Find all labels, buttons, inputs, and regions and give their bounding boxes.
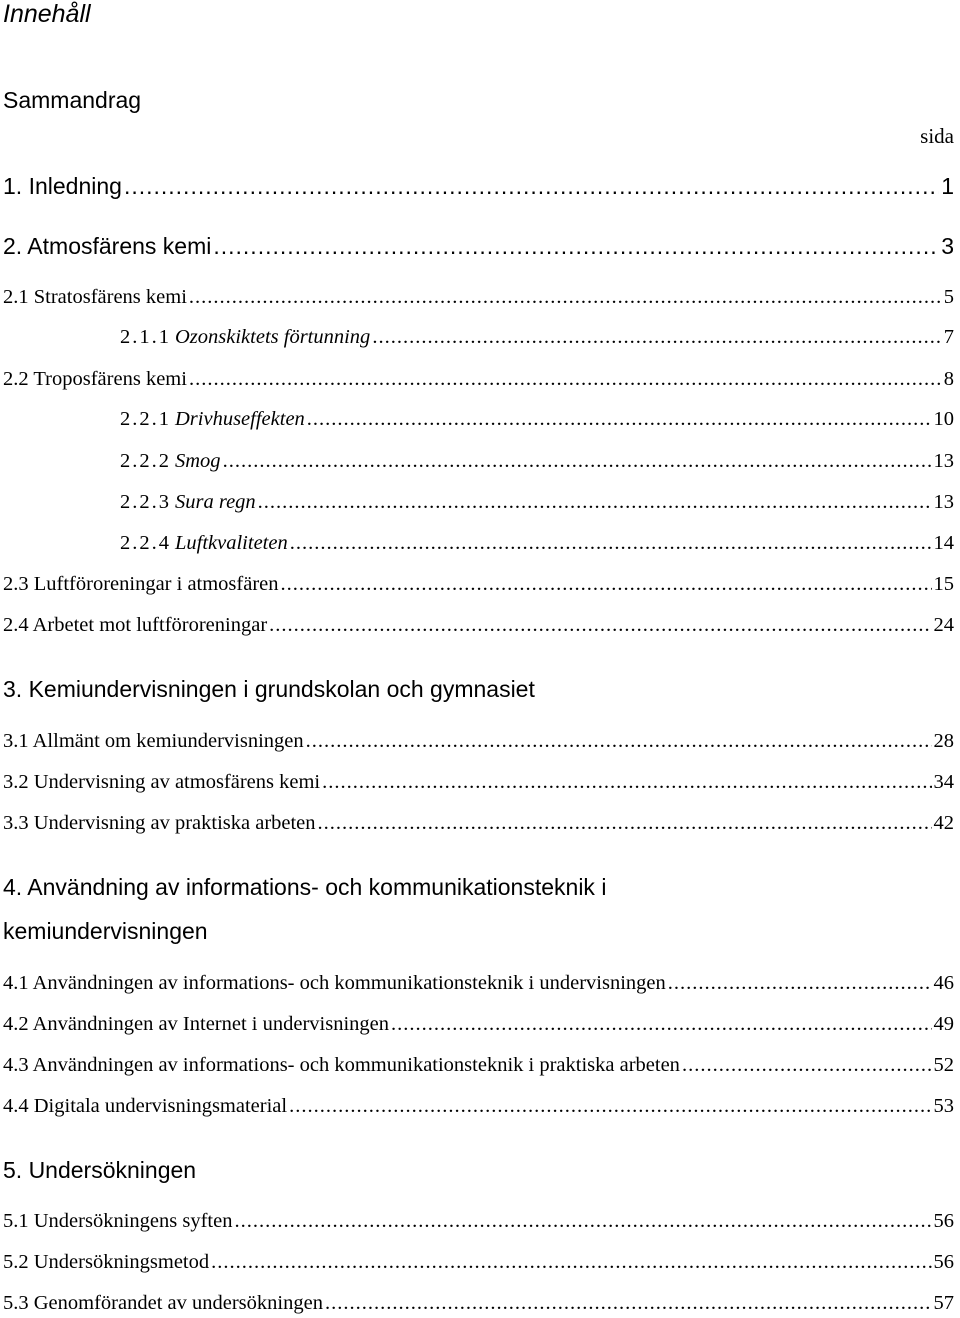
dot-leader (318, 810, 932, 836)
toc-entry-2-4[interactable] (3, 612, 954, 638)
toc-entry-label: 1. Inledning (3, 173, 122, 199)
toc-entry-label: 4.2 Användningen av Internet i undervisningen (3, 1013, 389, 1035)
toc-entry-page: 28 (933, 730, 954, 752)
toc-heading-chapter-4-line-2: kemiundervisningen (3, 918, 208, 944)
dot-leader (307, 406, 932, 432)
toc-entry-label: Luftkvaliteten (175, 532, 288, 554)
toc-entry-page: 15 (933, 573, 954, 595)
toc-entry-label: 2.2 Troposfärens kemi (3, 368, 187, 390)
toc-entry-label: 5.1 Undersökningens syften (3, 1210, 233, 1232)
dot-leader (306, 728, 932, 754)
toc-entry-2-2-2[interactable] (120, 448, 954, 474)
toc-entry-page: 13 (933, 450, 954, 472)
toc-heading-chapter-4-line-1: 4. Användning av informations- och kommunikationsteknik i (3, 874, 607, 900)
toc-entry-page: 56 (933, 1251, 954, 1273)
toc-entry-number: 2.1.1 (120, 326, 171, 348)
toc-entry-page: 56 (933, 1210, 954, 1232)
toc-entry-4-3[interactable] (3, 1052, 954, 1078)
dot-leader (189, 284, 942, 310)
dot-leader (213, 232, 939, 260)
toc-heading-chapter-5: 5. Undersökningen (3, 1157, 197, 1183)
toc-entry-2-2-3[interactable] (120, 489, 954, 515)
toc-entry-number: 2.2.1 (120, 408, 171, 430)
toc-entry-number: 2.2.4 (120, 532, 171, 554)
dot-leader (223, 448, 932, 474)
toc-entry-page: 10 (933, 408, 954, 430)
toc-entry-page: 8 (943, 368, 954, 390)
summary-heading: Sammandrag (3, 87, 142, 113)
toc-entry-label: Smog (175, 450, 221, 472)
toc-entry-page: 24 (933, 614, 954, 636)
page-title: Innehåll (3, 0, 91, 28)
dot-leader (269, 612, 931, 638)
dot-leader (325, 1290, 932, 1316)
dot-leader (668, 970, 932, 996)
dot-leader (290, 530, 932, 556)
page-column-label: sida (920, 124, 954, 148)
toc-entry-2-2[interactable] (3, 366, 954, 392)
toc-entry-label: 4.4 Digitala undervisningsmaterial (3, 1095, 288, 1117)
toc-entry-label: 4.3 Användningen av informations- och kommunikationsteknik i praktiska arbeten (3, 1054, 680, 1076)
toc-entry-number: 2.2.2 (120, 450, 171, 472)
toc-entry-2-2-4[interactable] (120, 530, 954, 556)
toc-entry-page: 13 (933, 491, 954, 513)
toc-entry-page: 52 (933, 1054, 954, 1076)
toc-entry-4-1[interactable] (3, 970, 954, 996)
toc-entry-page: 3 (941, 233, 954, 259)
toc-entry-3-3[interactable] (3, 810, 954, 836)
toc-entry-5-1[interactable] (3, 1208, 954, 1234)
toc-entry-page: 49 (933, 1013, 954, 1035)
toc-entry-label: 5.2 Undersökningsmetod (3, 1251, 210, 1273)
dot-leader (211, 1249, 931, 1275)
toc-heading-chapter-3: 3. Kemiundervisningen i grundskolan och gymnasiet (3, 676, 535, 702)
dot-leader (189, 366, 942, 392)
toc-entry-4-4[interactable] (3, 1093, 954, 1119)
toc-entry-label: 4.1 Användningen av informations- och kommunikationsteknik i undervisningen (3, 972, 666, 994)
toc-entry-label: 3.2 Undervisning av atmosfärens kemi (3, 771, 321, 793)
toc-entry-3-2[interactable] (3, 769, 954, 795)
toc-entry-2-2-1[interactable] (120, 406, 954, 432)
dot-leader (258, 489, 932, 515)
toc-entry-label: 2. Atmosfärens kemi (3, 233, 212, 259)
toc-entry-chapter-1[interactable] (3, 172, 954, 200)
toc-entry-label: Ozonskiktets förtunning (175, 326, 371, 348)
toc-entry-label: 2.3 Luftföroreningar i atmosfären (3, 573, 279, 595)
dot-leader (322, 769, 931, 795)
toc-entry-label: 2.1 Stratosfärens kemi (3, 286, 187, 308)
toc-entry-page: 53 (933, 1095, 954, 1117)
dot-leader (281, 571, 932, 597)
toc-entry-page: 57 (933, 1292, 954, 1314)
dot-leader (124, 172, 939, 200)
toc-entry-label: Sura regn (175, 491, 256, 513)
toc-entry-page: 34 (933, 771, 954, 793)
toc-entry-page: 7 (943, 326, 954, 348)
toc-entry-5-3[interactable] (3, 1290, 954, 1316)
toc-entry-label: Drivhuseffekten (175, 408, 305, 430)
toc-entry-3-1[interactable] (3, 728, 954, 754)
dot-leader (289, 1093, 931, 1119)
toc-entry-number: 2.2.3 (120, 491, 171, 513)
toc-entry-5-2[interactable] (3, 1249, 954, 1275)
dot-leader (372, 324, 941, 350)
toc-entry-2-3[interactable] (3, 571, 954, 597)
dot-leader (682, 1052, 932, 1078)
toc-entry-label: 3.3 Undervisning av praktiska arbeten (3, 812, 316, 834)
toc-entry-label: 3.1 Allmänt om kemiundervisningen (3, 730, 304, 752)
toc-entry-label: 5.3 Genomförandet av undersökningen (3, 1292, 323, 1314)
dot-leader (234, 1208, 931, 1234)
toc-entry-label: 2.4 Arbetet mot luftföroreningar (3, 614, 268, 636)
toc-entry-page: 46 (933, 972, 954, 994)
toc-entry-chapter-2[interactable] (3, 232, 954, 260)
toc-entry-4-2[interactable] (3, 1011, 954, 1037)
toc-entry-page: 42 (933, 812, 954, 834)
toc-entry-2-1-1[interactable] (120, 324, 954, 350)
dot-leader (391, 1011, 932, 1037)
toc-entry-2-1[interactable] (3, 284, 954, 310)
toc-entry-page: 1 (941, 173, 954, 199)
toc-entry-page: 5 (943, 286, 954, 308)
toc-entry-page: 14 (933, 532, 954, 554)
